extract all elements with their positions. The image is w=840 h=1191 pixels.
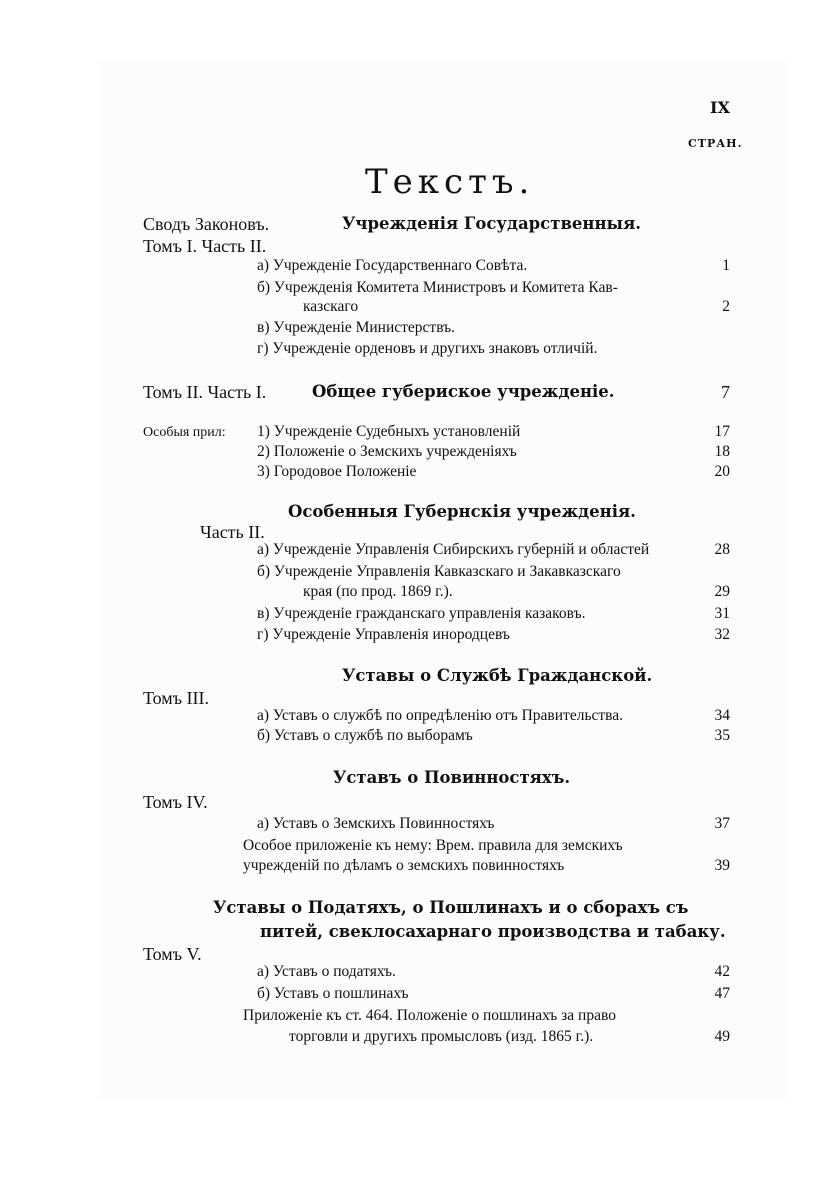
toc-entry: 1) Учрежденіе Судебныхъ установленій [257, 423, 521, 440]
toc-entry: учрежденій по дѣламъ о земскихъ повинностяхъ [243, 857, 565, 874]
toc-page: 42 [714, 963, 730, 980]
toc-page: 34 [714, 707, 730, 724]
toc-page: 17 [714, 423, 730, 440]
section-heading: Уставъ о Повинностяхъ. [333, 768, 571, 787]
section-heading: Учрежденія Государственныя. [342, 214, 642, 233]
part-label: Часть II. [200, 522, 265, 542]
toc-entry: а) Уставъ о Земскихъ Повинностяхъ [257, 815, 495, 832]
toc-entry: а) Учрежденіе Управленія Сибирскихъ губерній и областей [257, 541, 650, 558]
section-heading: Уставы о Службѣ Гражданской. [342, 666, 653, 685]
toc-page: 47 [714, 985, 730, 1002]
toc-entry: в) Учрежденіе гражданскаго управленія казаковъ. [257, 605, 586, 622]
toc-page: 39 [714, 857, 730, 874]
toc-page: 2 [722, 298, 730, 315]
toc-page: 31 [714, 605, 730, 622]
toc-page: 37 [714, 815, 730, 832]
toc-entry: г) Учрежденіе Управленія инородцевъ [257, 626, 510, 643]
toc-entry: края (по прод. 1869 г.). [303, 583, 453, 600]
section-heading: Общее губериское учрежденіе. [312, 382, 615, 401]
volume-label: Томъ II. Часть I. [143, 382, 267, 402]
toc-entry: 3) Городовое Положеніе [257, 463, 417, 480]
page-title: Текстъ. [365, 162, 535, 202]
volume-label: Томъ IV. [143, 792, 208, 812]
toc-entry: торговли и другихъ промысловъ (изд. 1865 г.). [289, 1028, 594, 1045]
toc-page: 7 [721, 382, 730, 402]
toc-entry: Особое приложеніе къ нему: Врем. правила для земскихъ [243, 837, 623, 854]
toc-entry: б) Учрежденія Комитета Министровъ и Комитета Кав- [257, 279, 618, 296]
toc-page: 28 [714, 541, 730, 558]
toc-page: 49 [714, 1028, 730, 1045]
toc-entry: б) Учрежденіе Управленія Кавказскаго и Закавказскаго [257, 563, 621, 580]
pages-column-label: СТРАН. [688, 137, 743, 150]
section-heading: питей, свеклосахарнаго производства и табаку. [260, 922, 726, 941]
toc-entry: 2) Положеніе о Земскихъ учрежденіяхъ [257, 443, 517, 460]
toc-entry: б) Уставъ о службѣ по выборамъ [257, 727, 473, 744]
toc-page: 20 [714, 463, 730, 480]
page-number: IX [710, 98, 730, 117]
toc-entry: а) Уставъ о податяхъ. [257, 963, 396, 980]
volume-label: Томъ I. Часть II. [143, 236, 267, 256]
toc-entry: в) Учрежденіе Министерствъ. [257, 319, 456, 336]
toc-page: 32 [714, 626, 730, 643]
volume-label: Томъ V. [143, 944, 202, 964]
section-heading: Особенныя Губернскія учрежденія. [288, 502, 636, 521]
toc-page: 29 [714, 583, 730, 600]
volume-label: Томъ III. [143, 688, 209, 708]
toc-page: 35 [714, 727, 730, 744]
toc-entry: Приложеніе къ ст. 464. Положеніе о пошлинахъ за право [243, 1007, 616, 1024]
toc-entry: б) Уставъ о пошлинахъ [257, 985, 409, 1002]
section-heading: Уставы о Податяхъ, о Пошлинахъ и о сборахъ съ [213, 898, 689, 917]
toc-entry: а) Уставъ о службѣ по опредѣленію отъ Правительства. [257, 707, 624, 724]
toc-entry: г) Учрежденіе орденовъ и другихъ знаковъ отличій. [257, 340, 598, 357]
toc-entry: а) Учрежденіе Государственнаго Совѣта. [257, 257, 528, 274]
code-label: Сводъ Законовъ. [143, 214, 270, 234]
toc-page: 1 [722, 257, 730, 274]
toc-entry: казскаго [303, 298, 359, 315]
special-appendices-label: Особыя прил: [143, 425, 226, 440]
toc-page: 18 [714, 443, 730, 460]
